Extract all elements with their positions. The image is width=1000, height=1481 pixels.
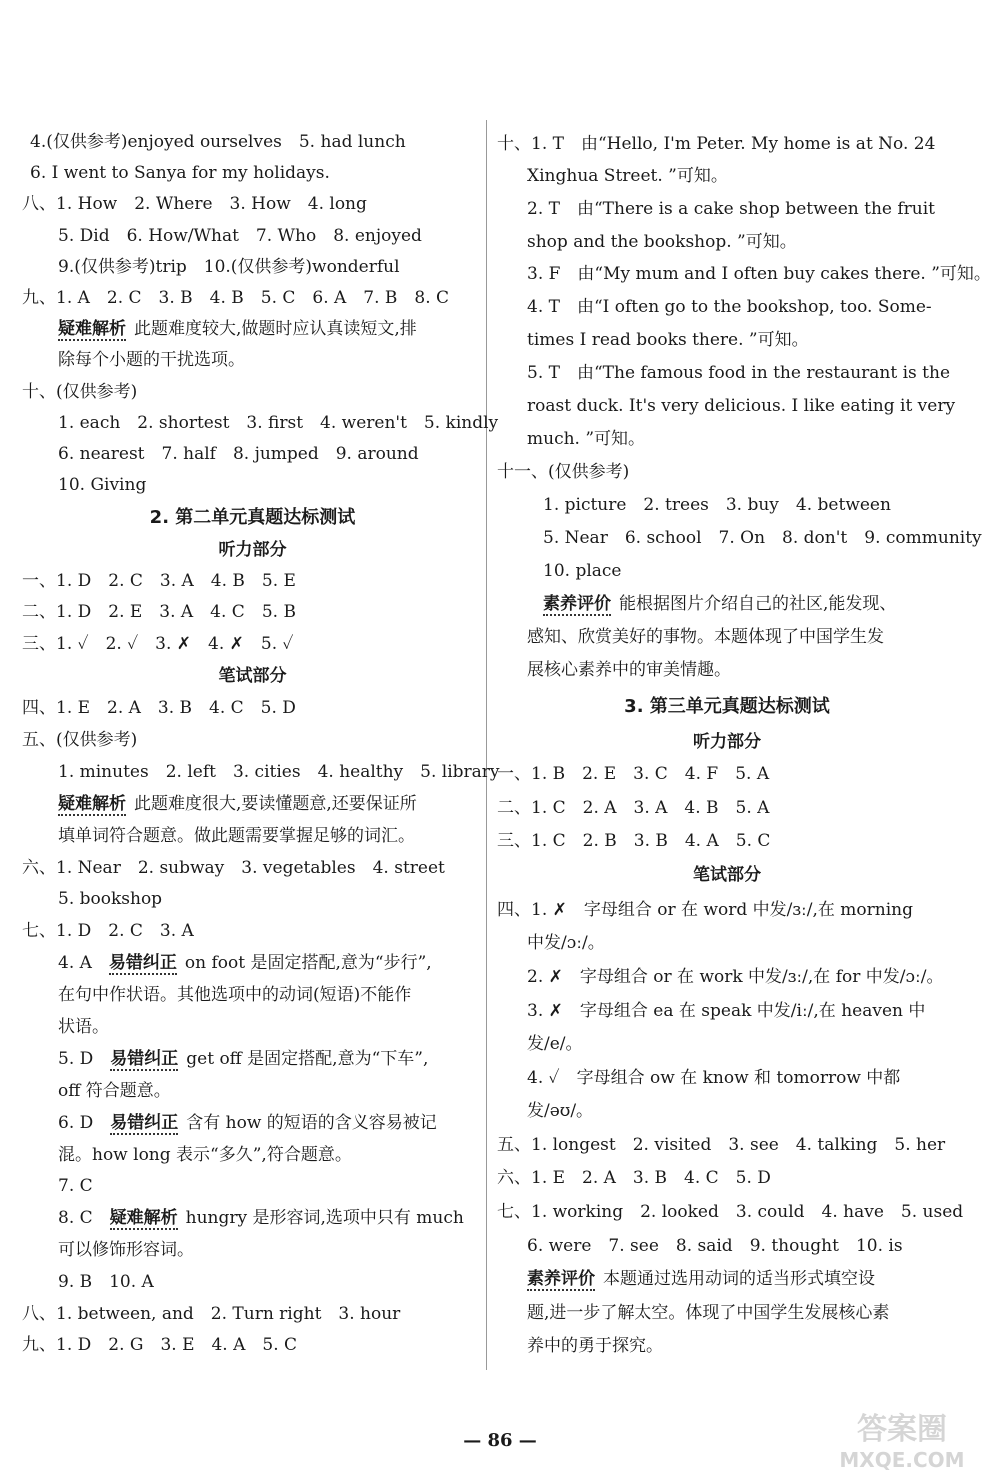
answer-line: off 符合题意。	[58, 1081, 171, 1101]
answer-line: 二、1. D 2. E 3. A 4. C 5. B	[22, 602, 296, 622]
analysis-tag: 疑难解析	[109, 1208, 178, 1228]
answer-line: 5. bookshop	[58, 889, 163, 909]
answer-line: 九、1. A 2. C 3. B 4. B 5. C 6. A 7. B 8. C	[22, 288, 450, 308]
answer-line: Xinghua Street. ”可知。	[527, 166, 728, 186]
answer-line: 状语。	[58, 1017, 109, 1037]
answer-line: 1. each 2. shortest 3. first 4. weren't 5. kindly	[58, 413, 499, 433]
answer-line: 除每个小题的干扰选项。	[58, 350, 245, 370]
answer-line: 9.(仅供参考)trip 10.(仅供参考)wonderful	[58, 257, 400, 277]
answer-line: 7. C	[58, 1176, 93, 1196]
answer-line: 八、1. between, and 2. Turn right 3. hour	[22, 1304, 401, 1324]
answer-line: 发/e/。	[527, 1034, 583, 1054]
answer-line: 四、1. ✗ 字母组合 or 在 word 中发/ɜː/,在 morning	[497, 900, 913, 920]
correction-tag: 易错纠正	[108, 953, 177, 973]
answer-line: much. ”可知。	[527, 429, 646, 449]
answer-line: 一、1. D 2. C 3. A 4. B 5. E	[22, 571, 296, 591]
evaluation-note: 素养评价 能根据图片介绍自己的社区,能发现、	[543, 594, 897, 614]
answer-line: 5. Near 6. school 7. On 8. don't 9. community	[543, 528, 982, 548]
answer-line: 5. T 由“The famous food in the restaurant is the	[527, 363, 951, 383]
answer-line: 4. T 由“I often go to the bookshop, too. Some-	[527, 297, 932, 317]
answer-line: 展核心素养中的审美情趣。	[527, 660, 731, 680]
page-number: — 86 —	[463, 1430, 537, 1451]
answer-line: 中发/ɔː/。	[527, 933, 605, 953]
analysis-note: 8. C 疑难解析 hungry 是形容词,选项中只有 much	[58, 1208, 464, 1228]
answer-line: 4. ✓ 字母组合 ow 在 know 和 tomorrow 中都	[527, 1068, 901, 1088]
answer-line: 可以修饰形容词。	[58, 1240, 194, 1260]
answer-line: 十、(仅供参考)	[22, 382, 138, 402]
analysis-note: 疑难解析 此题难度较大,做题时应认真读短文,排	[58, 319, 417, 339]
answer-line: 一、1. B 2. E 3. C 4. F 5. A	[497, 764, 770, 784]
correction-note: 4. A 易错纠正 on foot 是固定搭配,意为“步行”,	[58, 953, 432, 973]
evaluation-note: 素养评价 本题通过选用动词的适当形式填空设	[527, 1269, 875, 1289]
subheading-listening: 听力部分	[693, 732, 761, 752]
answer-line: 五、(仅供参考)	[22, 730, 138, 750]
answer-line: 6. were 7. see 8. said 9. thought 10. is	[527, 1236, 903, 1256]
answer-line: 6. nearest 7. half 8. jumped 9. around	[58, 444, 419, 464]
answer-line: 6. I went to Sanya for my holidays.	[30, 163, 330, 183]
watermark-logo	[822, 1405, 982, 1475]
answer-line: 4.(仅供参考)enjoyed ourselves 5. had lunch	[30, 132, 406, 152]
answer-line: 三、1. C 2. B 3. B 4. A 5. C	[497, 831, 771, 851]
correction-tag: 易错纠正	[110, 1113, 179, 1133]
answer-line: times I read books there. ”可知。	[527, 330, 809, 350]
answer-line: 10. Giving	[58, 475, 147, 495]
answer-line: 六、1. E 2. A 3. B 4. C 5. D	[497, 1168, 771, 1188]
answer-line: 三、1. ✓ 2. ✓ 3. ✗ 4. ✗ 5. ✓	[22, 634, 294, 654]
answer-line: 十一、(仅供参考)	[497, 462, 630, 482]
answer-line: 5. Did 6. How/What 7. Who 8. enjoyed	[58, 226, 422, 246]
analysis-note: 疑难解析 此题难度很大,要读懂题意,还要保证所	[58, 794, 417, 814]
answer-line: 填单词符合题意。做此题需要掌握足够的词汇。	[58, 826, 415, 846]
answer-line: 3. F 由“My mum and I often buy cakes there. ”可知。	[527, 264, 991, 284]
answer-line: 七、1. D 2. C 3. A	[22, 921, 194, 941]
answer-line: 二、1. C 2. A 3. A 4. B 5. A	[497, 798, 770, 818]
evaluation-tag: 素养评价	[527, 1269, 595, 1289]
correction-note: 5. D 易错纠正 get off 是固定搭配,意为“下车”,	[58, 1049, 429, 1069]
answer-line: 发/əʊ/。	[527, 1101, 594, 1121]
answer-line: 10. place	[543, 561, 622, 581]
answer-line: 五、1. longest 2. visited 3. see 4. talking 5. her	[497, 1135, 946, 1155]
watermark-url: MXQE.COM	[839, 1448, 965, 1472]
answer-line: 混。how long 表示“多久”,符合题意。	[58, 1145, 352, 1165]
column-divider	[486, 120, 487, 1370]
answer-line: 在句中作状语。其他选项中的动词(短语)不能作	[58, 985, 412, 1005]
subheading-written: 笔试部分	[218, 666, 287, 686]
answer-line: 2. ✗ 字母组合 or 在 work 中发/ɜː/,在 for 中发/ɔː/。	[527, 967, 944, 987]
watermark-title: 答案圈	[857, 1412, 947, 1447]
answer-line: 四、1. E 2. A 3. B 4. C 5. D	[22, 698, 296, 718]
analysis-tag: 疑难解析	[58, 319, 126, 339]
section-heading-unit3: 3. 第三单元真题达标测试	[624, 696, 830, 717]
answer-line: 9. B 10. A	[58, 1272, 154, 1292]
evaluation-tag: 素养评价	[543, 594, 611, 614]
watermark-icon	[822, 1405, 982, 1475]
subheading-written: 笔试部分	[693, 865, 761, 885]
answer-line: 感知、欣赏美好的事物。本题体现了中国学生发	[527, 627, 884, 647]
answer-line: 七、1. working 2. looked 3. could 4. have 5. used	[497, 1202, 964, 1222]
answer-line: 养中的勇于探究。	[527, 1336, 663, 1356]
section-heading-unit2: 2. 第二单元真题达标测试	[149, 507, 356, 528]
answer-line: 九、1. D 2. G 3. E 4. A 5. C	[22, 1335, 298, 1355]
answer-line: shop and the bookshop. ”可知。	[527, 232, 797, 252]
answer-line: 八、1. How 2. Where 3. How 4. long	[22, 194, 367, 214]
correction-note: 6. D 易错纠正 含有 how 的短语的含义容易被记	[58, 1113, 437, 1133]
answer-line: 1. minutes 2. left 3. cities 4. healthy 5. library	[58, 762, 500, 782]
answer-line: roast duck. It's very delicious. I like eating it very	[527, 396, 956, 416]
answer-line: 1. picture 2. trees 3. buy 4. between	[543, 495, 891, 515]
correction-tag: 易错纠正	[110, 1049, 179, 1069]
analysis-tag: 疑难解析	[58, 794, 126, 814]
answer-line: 十、1. T 由“Hello, I'm Peter. My home is at No. 24	[497, 134, 936, 154]
answer-line: 2. T 由“There is a cake shop between the fruit	[527, 199, 935, 219]
answer-line: 六、1. Near 2. subway 3. vegetables 4. street	[22, 858, 445, 878]
answer-line: 3. ✗ 字母组合 ea 在 speak 中发/iː/,在 heaven 中	[527, 1001, 926, 1021]
subheading-listening: 听力部分	[218, 540, 287, 560]
answer-line: 题,进一步了解太空。体现了中国学生发展核心素	[527, 1303, 890, 1323]
